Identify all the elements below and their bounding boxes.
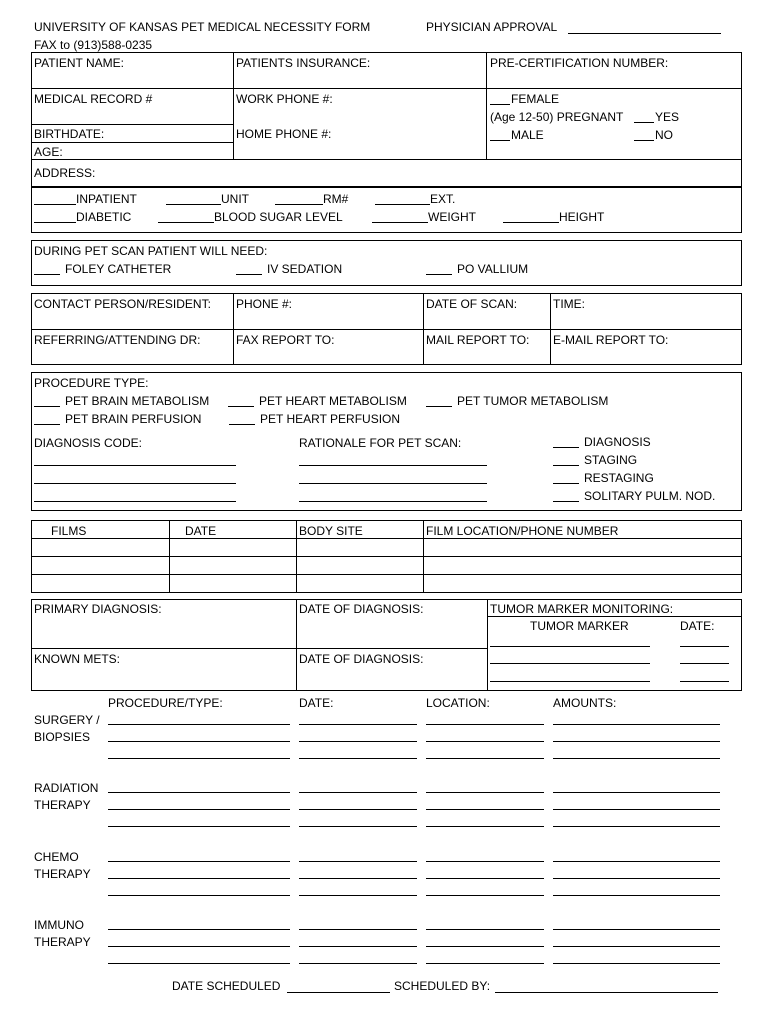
physician-approval-label: PHYSICIAN APPROVAL (426, 20, 558, 34)
location-line[interactable] (426, 946, 544, 947)
divider (31, 329, 742, 330)
procedure-line[interactable] (108, 963, 290, 964)
contact-phone-field[interactable]: PHONE #: (236, 297, 293, 311)
amount-line[interactable] (553, 741, 720, 742)
rationale-line[interactable] (299, 501, 487, 502)
contact-person-field[interactable]: CONTACT PERSON/RESIDENT: (34, 297, 211, 311)
divider (423, 293, 424, 365)
rationale-line[interactable] (299, 483, 487, 484)
date-scheduled-label: DATE SCHEDULED (172, 979, 281, 993)
tumor-marker-line[interactable] (490, 681, 650, 682)
date-of-diagnosis-field[interactable]: DATE OF DIAGNOSIS: (299, 602, 424, 616)
diabetic-label: DIABETIC (76, 210, 132, 224)
procedure-line[interactable] (108, 758, 290, 759)
form-title: UNIVERSITY OF KANSAS PET MEDICAL NECESSITY FORM (34, 20, 371, 34)
procedure-type-column-header: PROCEDURE/TYPE: (108, 696, 223, 710)
fax-number: FAX to (913)588-0235 (34, 38, 153, 52)
procedure-line[interactable] (108, 741, 290, 742)
procedure-line[interactable] (108, 946, 290, 947)
divider (31, 159, 742, 160)
tumor-date-line[interactable] (680, 646, 729, 647)
amount-line[interactable] (553, 963, 720, 964)
precert-number-field[interactable]: PRE-CERTIFICATION NUMBER: (490, 56, 669, 70)
amount-line[interactable] (553, 826, 720, 827)
amount-line[interactable] (553, 792, 720, 793)
divider (31, 142, 233, 143)
unit-field[interactable] (166, 204, 221, 205)
primary-diagnosis-field[interactable]: PRIMARY DIAGNOSIS: (34, 602, 162, 616)
body-site-column-header: BODY SITE (299, 524, 363, 538)
location-line[interactable] (426, 792, 544, 793)
brain-metabolism-checkbox[interactable] (34, 406, 60, 407)
film-location-column-header: FILM LOCATION/PHONE NUMBER (426, 524, 619, 538)
inpatient-checkbox[interactable] (34, 204, 76, 205)
tumor-metabolism-checkbox[interactable] (426, 406, 452, 407)
work-phone-field[interactable]: WORK PHONE #: (236, 92, 333, 106)
amount-line[interactable] (553, 809, 720, 810)
immuno-label: THERAPY (34, 935, 91, 949)
chemo-label: CHEMO (34, 850, 79, 864)
po-vallium-checkbox[interactable] (426, 274, 452, 275)
ext-field[interactable] (375, 204, 430, 205)
tumor-marker-line[interactable] (490, 646, 650, 647)
location-line[interactable] (426, 861, 544, 862)
date-line[interactable] (299, 895, 417, 896)
divider (31, 556, 742, 557)
weight-field[interactable] (372, 222, 428, 223)
unit-label: UNIT (221, 192, 249, 206)
no-label: NO (655, 128, 673, 142)
known-mets-field[interactable]: KNOWN METS: (34, 652, 120, 666)
location-line[interactable] (426, 809, 544, 810)
date-line[interactable] (299, 724, 417, 725)
scheduled-by-field[interactable] (495, 992, 718, 993)
heart-perfusion-label: PET HEART PERFUSION (260, 412, 401, 426)
films-column-header: FILMS (51, 524, 87, 538)
date-line[interactable] (299, 758, 417, 759)
iv-sedation-label: IV SEDATION (267, 262, 343, 276)
diagnosis-code-line[interactable] (34, 501, 236, 502)
diagnosis-code-line[interactable] (34, 465, 236, 466)
fax-report-field[interactable]: FAX REPORT TO: (236, 333, 335, 347)
location-line[interactable] (426, 826, 544, 827)
physician-approval-field[interactable] (568, 33, 721, 34)
patient-info-box (31, 52, 742, 187)
solitary-nodule-option-label: SOLITARY PULM. NOD. (584, 489, 716, 503)
procedure-line[interactable] (108, 895, 290, 896)
location-line[interactable] (426, 878, 544, 879)
scan-needs-heading: DURING PET SCAN PATIENT WILL NEED: (34, 244, 268, 258)
brain-metabolism-label: PET BRAIN METABOLISM (65, 394, 210, 408)
location-line[interactable] (426, 741, 544, 742)
address-field[interactable]: ADDRESS: (34, 166, 96, 180)
diagnosis-checkbox[interactable] (553, 447, 579, 448)
procedure-line[interactable] (108, 861, 290, 862)
diabetic-checkbox[interactable] (34, 222, 76, 223)
amounts-column-header: AMOUNTS: (553, 696, 617, 710)
heart-metabolism-label: PET HEART METABOLISM (259, 394, 407, 408)
rationale-label: RATIONALE FOR PET SCAN: (299, 436, 462, 450)
procedure-line[interactable] (108, 826, 290, 827)
divider (233, 52, 234, 159)
foley-label: FOLEY CATHETER (65, 262, 172, 276)
divider (550, 293, 551, 365)
email-report-field[interactable]: E-MAIL REPORT TO: (553, 333, 669, 347)
heart-perfusion-checkbox[interactable] (229, 424, 255, 425)
height-field[interactable] (503, 222, 559, 223)
inpatient-label: INPATIENT (76, 192, 137, 206)
scan-time-field[interactable]: TIME: (553, 297, 585, 311)
patient-insurance-field[interactable]: PATIENTS INSURANCE: (236, 56, 371, 70)
date-line[interactable] (299, 792, 417, 793)
staging-checkbox[interactable] (553, 465, 579, 466)
mail-report-field[interactable]: MAIL REPORT TO: (426, 333, 530, 347)
location-line[interactable] (426, 929, 544, 930)
patient-name-field[interactable]: PATIENT NAME: (34, 56, 125, 70)
scheduled-by-label: SCHEDULED BY: (394, 979, 491, 993)
divider (31, 124, 233, 125)
female-label: FEMALE (511, 92, 560, 106)
date-line[interactable] (299, 861, 417, 862)
divider (486, 52, 487, 159)
divider (169, 520, 170, 593)
procedure-line[interactable] (108, 878, 290, 879)
pregnant-label: (Age 12-50) PREGNANT (490, 110, 624, 124)
brain-perfusion-label: PET BRAIN PERFUSION (65, 412, 202, 426)
room-label: RM# (323, 192, 349, 206)
procedure-line[interactable] (108, 809, 290, 810)
divider (31, 538, 742, 539)
divider (233, 293, 234, 365)
date-of-diagnosis-field[interactable]: DATE OF DIAGNOSIS: (299, 652, 424, 666)
amount-line[interactable] (553, 758, 720, 759)
date-line[interactable] (299, 878, 417, 879)
location-line[interactable] (426, 724, 544, 725)
amount-line[interactable] (553, 724, 720, 725)
diagnosis-option-label: DIAGNOSIS (584, 435, 651, 449)
weight-label: WEIGHT (428, 210, 476, 224)
blood-sugar-field[interactable] (158, 222, 214, 223)
heart-metabolism-checkbox[interactable] (228, 406, 254, 407)
surgery-label: BIOPSIES (34, 730, 91, 744)
surgery-label: SURGERY / (34, 713, 100, 727)
male-checkbox[interactable] (490, 140, 510, 141)
rationale-line[interactable] (299, 465, 487, 466)
yes-label: YES (655, 110, 680, 124)
immuno-label: IMMUNO (34, 918, 84, 932)
date-line[interactable] (299, 741, 417, 742)
room-field[interactable] (275, 204, 323, 205)
divider (296, 520, 297, 593)
medical-record-field[interactable]: MEDICAL RECORD # (34, 92, 153, 106)
blood-sugar-label: BLOOD SUGAR LEVEL (214, 210, 343, 224)
admission-box (31, 187, 742, 233)
date-line[interactable] (299, 963, 417, 964)
chemo-label: THERAPY (34, 867, 91, 881)
location-line[interactable] (426, 758, 544, 759)
tumor-marker-line[interactable] (490, 663, 650, 664)
diagnosis-code-label: DIAGNOSIS CODE: (34, 436, 143, 450)
tumor-date-line[interactable] (680, 663, 729, 664)
po-vallium-label: PO VALLIUM (457, 262, 529, 276)
height-label: HEIGHT (559, 210, 605, 224)
procedure-line[interactable] (108, 792, 290, 793)
amount-line[interactable] (553, 878, 720, 879)
radiation-label: THERAPY (34, 798, 91, 812)
tumor-date-line[interactable] (680, 681, 729, 682)
referring-dr-field[interactable]: REFERRING/ATTENDING DR: (34, 333, 201, 347)
amount-line[interactable] (553, 929, 720, 930)
divider (423, 520, 424, 593)
male-label: MALE (511, 128, 544, 142)
location-line[interactable] (426, 895, 544, 896)
tumor-metabolism-label: PET TUMOR METABOLISM (457, 394, 609, 408)
date-of-scan-field[interactable]: DATE OF SCAN: (426, 297, 518, 311)
divider (296, 599, 297, 691)
staging-option-label: STAGING (584, 453, 638, 467)
tumor-marker-label: TUMOR MARKER (530, 619, 629, 633)
diagnosis-code-line[interactable] (34, 483, 236, 484)
foley-checkbox[interactable] (34, 274, 60, 275)
amount-line[interactable] (553, 861, 720, 862)
divider (487, 599, 488, 691)
birthdate-field[interactable]: BIRTHDATE: (34, 127, 105, 141)
restaging-option-label: RESTAGING (584, 471, 654, 485)
pregnant-yes-checkbox[interactable] (634, 122, 654, 123)
location-column-header: LOCATION: (426, 696, 490, 710)
date-line[interactable] (299, 929, 417, 930)
divider (31, 574, 742, 575)
radiation-label: RADIATION (34, 781, 99, 795)
date-scheduled-field[interactable] (287, 992, 390, 993)
date-line[interactable] (299, 826, 417, 827)
procedure-heading: PROCEDURE TYPE: (34, 376, 149, 390)
restaging-checkbox[interactable] (553, 483, 579, 484)
pregnant-no-checkbox[interactable] (634, 140, 654, 141)
date-column-header: DATE: (299, 696, 334, 710)
iv-sedation-checkbox[interactable] (236, 274, 262, 275)
divider (31, 88, 742, 89)
location-line[interactable] (426, 963, 544, 964)
brain-perfusion-checkbox[interactable] (34, 424, 60, 425)
home-phone-field[interactable]: HOME PHONE #: (236, 127, 332, 141)
procedure-line[interactable] (108, 724, 290, 725)
tumor-marker-monitoring-label: TUMOR MARKER MONITORING: (490, 602, 674, 616)
date-line[interactable] (299, 946, 417, 947)
tumor-date-label: DATE: (680, 619, 715, 633)
divider (487, 616, 742, 617)
female-checkbox[interactable] (490, 104, 510, 105)
procedure-line[interactable] (108, 929, 290, 930)
amount-line[interactable] (553, 895, 720, 896)
solitary-nodule-checkbox[interactable] (553, 501, 579, 502)
ext-label: EXT. (430, 192, 456, 206)
date-line[interactable] (299, 809, 417, 810)
age-field[interactable]: AGE: (34, 145, 63, 159)
divider (31, 648, 487, 649)
date-column-header: DATE (185, 524, 217, 538)
amount-line[interactable] (553, 946, 720, 947)
